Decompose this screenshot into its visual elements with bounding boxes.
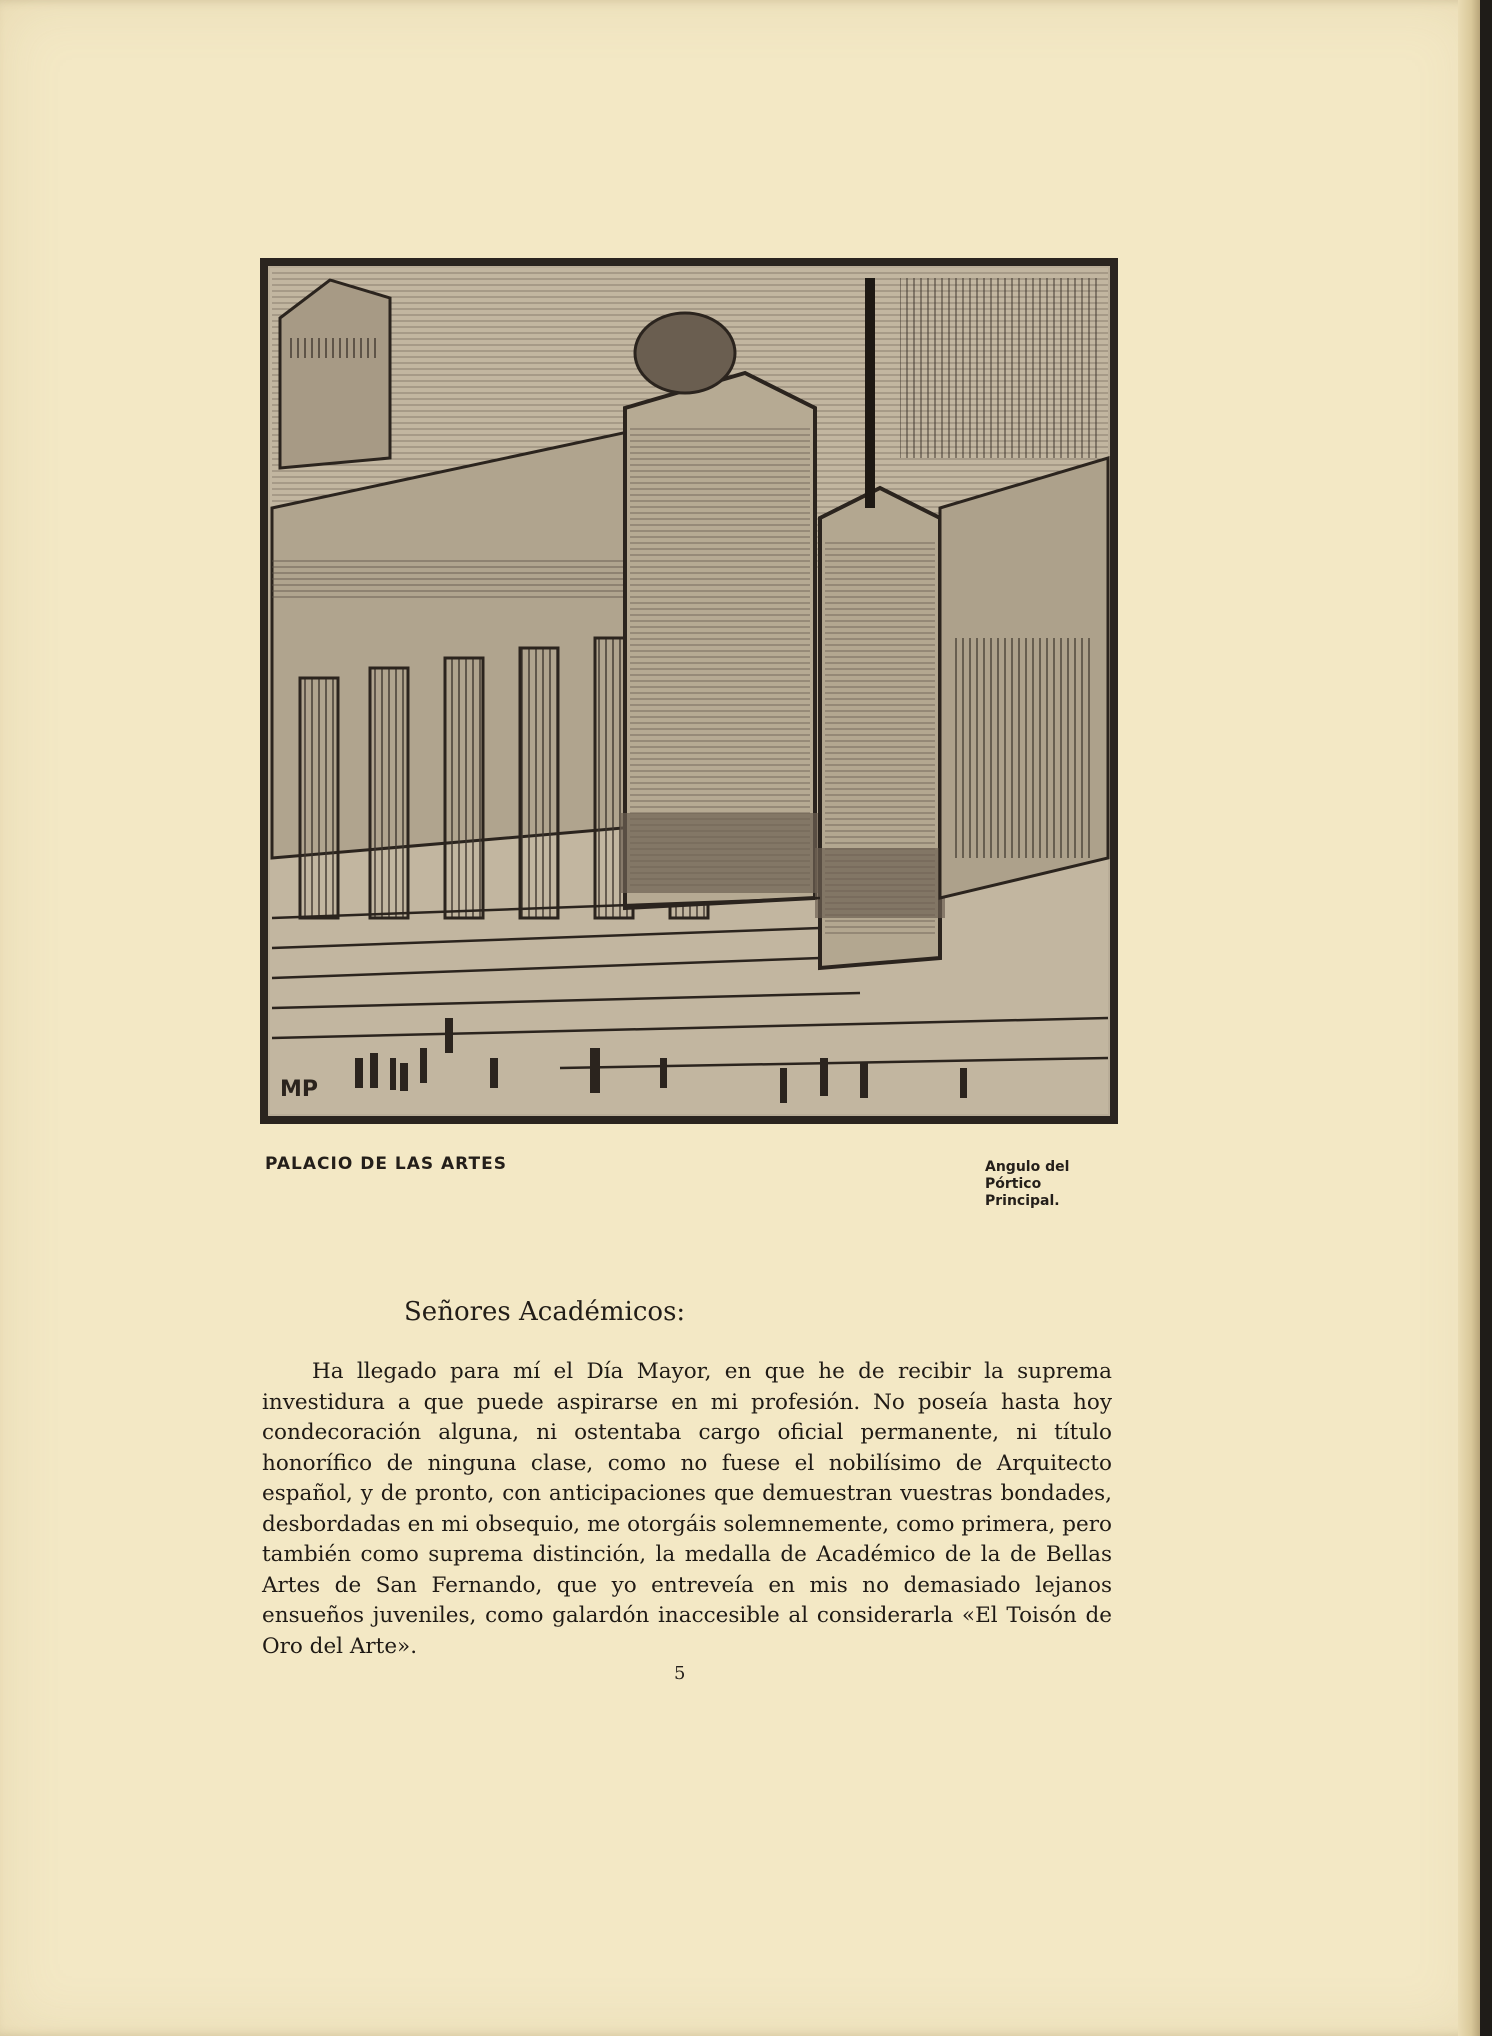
page-deckle-edge (1458, 0, 1480, 2036)
caption-title: PALACIO DE LAS ARTES (265, 1154, 507, 1174)
scan-dark-margin (1480, 0, 1492, 2036)
caption-subtitle: Angulo del Pórtico Principal. (985, 1159, 1070, 1209)
salutation: Señores Académicos: (404, 1297, 686, 1327)
body-paragraph-text: Ha llegado para mí el Día Mayor, en que he de recibir la suprema investidura a que puede aspirarse en mi profesión. No poseía hasta hoy condecoración alguna, ni ostentaba cargo oficial permanente, ni título honorífico de ninguna clase, como no fuese el nobilísimo de Arquitecto español, y de pronto, con anticipaciones que demuestran vuestras bondades, desbordadas en mi obsequio, me otorgáis solemnemente, como primera, pero también como suprema distinción, la medalla de Académico de la de Bellas Artes de San Fernando, que yo entreveía en mis no demasiado lejanos ensueños juveniles, como galardón inaccesible al considerarla «El Toisón de Oro del Arte». (262, 1359, 1112, 1659)
body-paragraph (262, 1357, 1112, 1662)
page-number: 5 (674, 1663, 686, 1684)
artist-monogram: MP (280, 1077, 319, 1102)
palace-illustration (260, 258, 1118, 1124)
